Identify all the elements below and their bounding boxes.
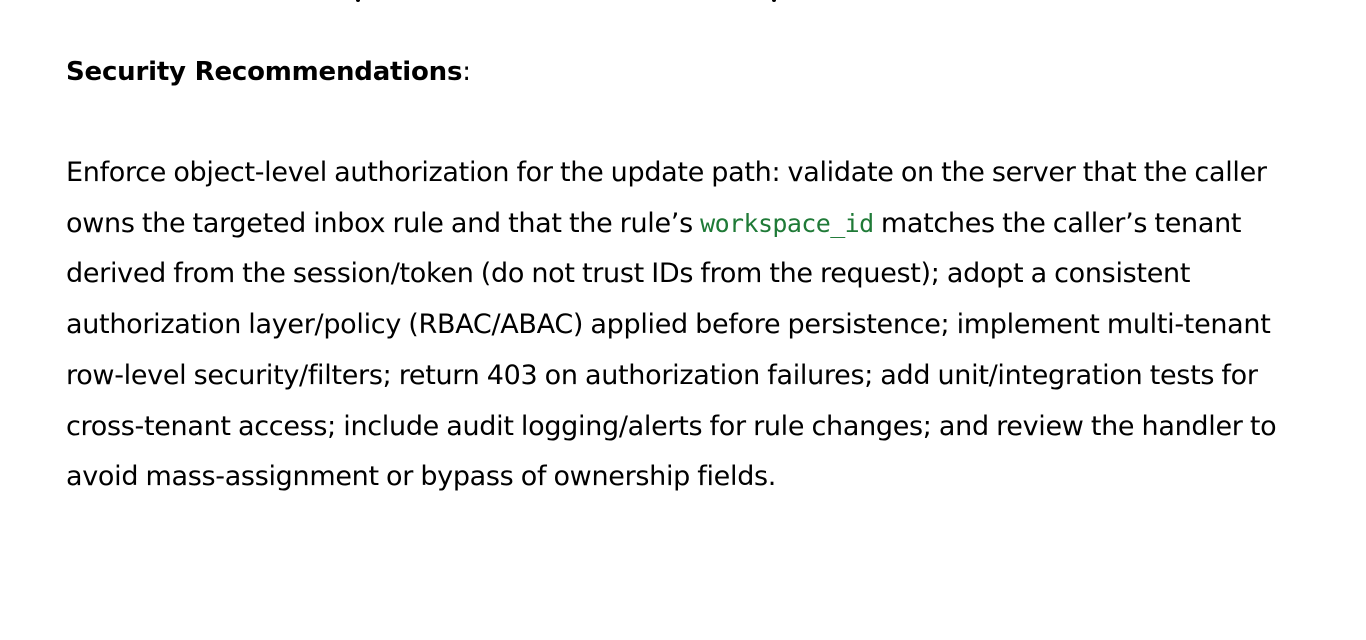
section-heading-colon: : — [462, 57, 471, 87]
section-heading-text: Security Recommendations — [66, 57, 463, 87]
paragraph-text-after-code: matches the caller’s tenant derived from the session/token (do not trust IDs from the request); adopt a consistent authorization layer/policy (RBAC/ABAC) applied before persistence; implement multi-tenant row-level security/filters; return 403 on authorization failures; add unit/integration tests for cross-tenant access; include audit logging/alerts for rule changes; and review the handler to avoid mass-assignment or bypass of ownership fields. — [66, 207, 1277, 493]
inline-code-workspace-id: workspace_id — [700, 208, 874, 238]
recommendations-paragraph — [66, 148, 1296, 503]
section-heading — [66, 52, 471, 92]
clipped-glyph — [772, 0, 776, 2]
clipped-previous-line — [66, 0, 966, 6]
paragraph-text-before-code: Enforce object-level authorization for the update path: validate on the server that the caller owns the targeted inbox rule and that the rule’s — [66, 157, 1267, 239]
clipped-glyph — [356, 0, 360, 2]
